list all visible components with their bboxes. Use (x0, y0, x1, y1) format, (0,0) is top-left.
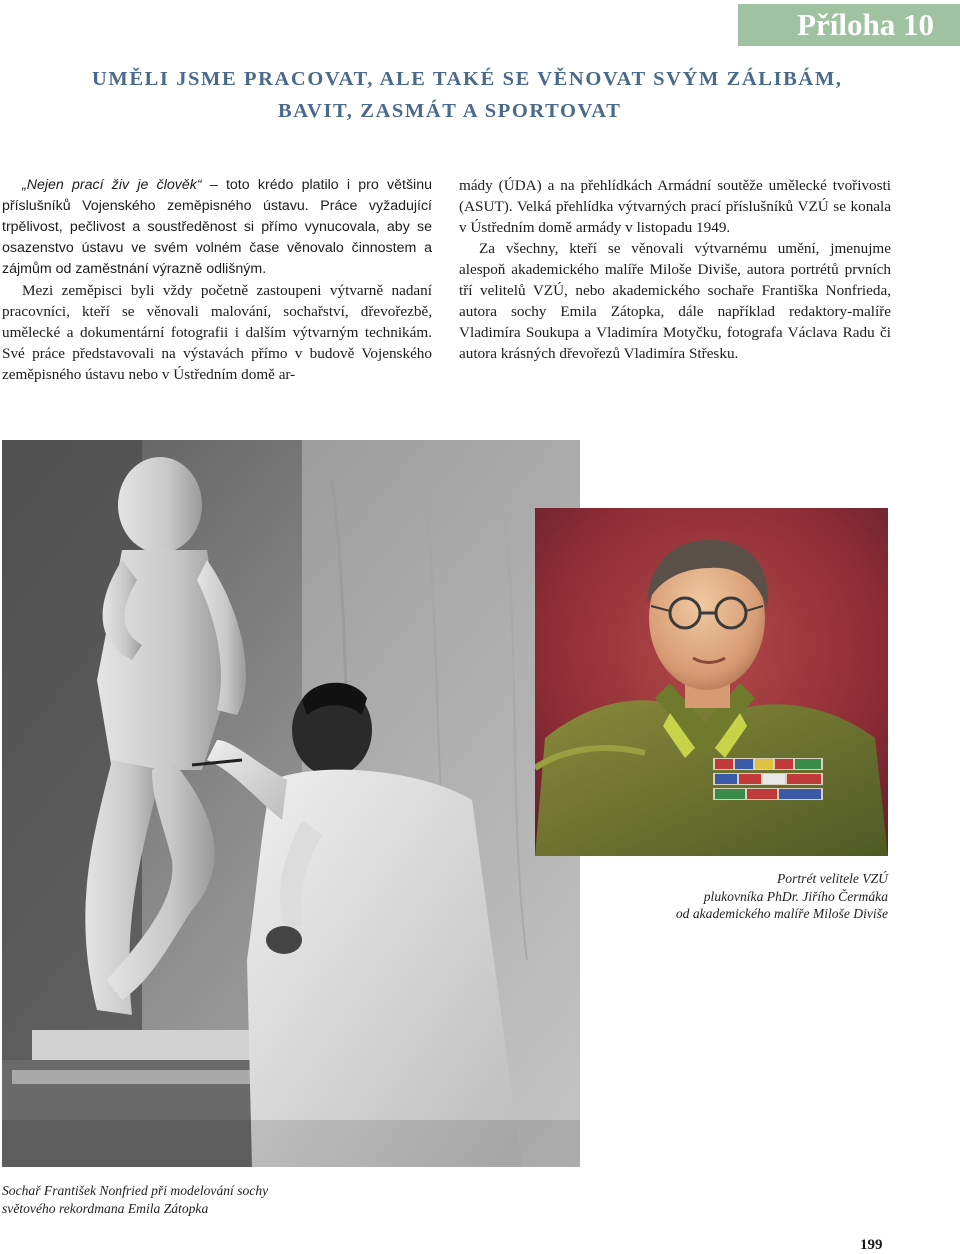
left-text-column (2, 175, 432, 385)
sculptor-photo (2, 440, 580, 1167)
right-paragraph-2: Za všechny, kteří se věnovali výtvarnému umění, jmenujme alespoň akademického malíře Miloše Diviše, autora portrétů prvních tří velitelů VZÚ, nebo akademického sochaře Františka Nonfrieda, autora sochy Emila Zátopka, dále například redaktory-malíře Vladimíra Soukupa a Vladimíra Motyčku, fotografa Václava Radu či autora krásných dřevořezů Vladimíra Střesku. (459, 240, 891, 362)
quote-text: „Nejen prací živ je člověk“ (22, 177, 202, 193)
right-text-column (459, 175, 891, 364)
page-number: 199 (860, 1237, 883, 1253)
photo-caption (2, 1182, 422, 1217)
portrait-caption-line2: plukovníka PhDr. Jiřího Čermáka (703, 888, 888, 904)
left-paragraph-1 (2, 175, 432, 280)
page-title (92, 68, 872, 132)
right-paragraph-1: mády (ÚDA) a na přehlídkách Armádní soutěže umělecké tvořivosti (ASUT). Velká přehlídka výtvarných prací příslušníků VZÚ se konala v Ústředním domě armády v listopadu 1949. (459, 177, 891, 236)
sculptor-photo-illustration (2, 440, 580, 1167)
photo-caption-line1: Sochař František Nonfried při modelování sochy (2, 1183, 269, 1198)
appendix-tab: Příloha 10 (738, 4, 960, 46)
medal-ribbons (713, 758, 823, 800)
portrait-caption-line3: od akademického malíře Miloše Diviše (675, 906, 888, 921)
page-title-line2: BAVIT, ZASMÁT A SPORTOVAT (278, 100, 622, 122)
page-title-line1: UMĚLI JSME PRACOVAT, ALE TAKÉ SE VĚNOVAT SVÝM ZÁLIBÁM, (92, 68, 843, 90)
left-paragraph-2: Mezi zeměpisci byli vždy početně zastoupeni výtvarně nadaní pracovníci, kteří se věnovali malování, sochařství, dřevořezbě, umělecké a dokumentární fotografii i dalším výtvarným technikám. Své práce představovali na výstavách přímo v budově Vojenského zeměpisného ústavu nebo v Ústředním domě ar- (2, 282, 432, 383)
photo-caption-line2: světového rekordmana Emila Zátopka (2, 1200, 209, 1216)
portrait-caption-line1: Portrét velitele VZÚ (777, 871, 888, 886)
commander-portrait (535, 508, 888, 856)
left-paragraph-1-body: – toto krédo platilo i pro většinu příslušníků Vojenského zeměpisného ústavu. Práce vyžadující trpělivost, pečlivost a soustředěnost si přímo vynucovala, aby se osazenstvo ústavu ve svém volném čase věnovalo činnostem a zájmům od zaměstnání výrazně odlišným. (2, 177, 432, 277)
portrait-painting (535, 508, 888, 856)
portrait-caption (588, 870, 888, 923)
